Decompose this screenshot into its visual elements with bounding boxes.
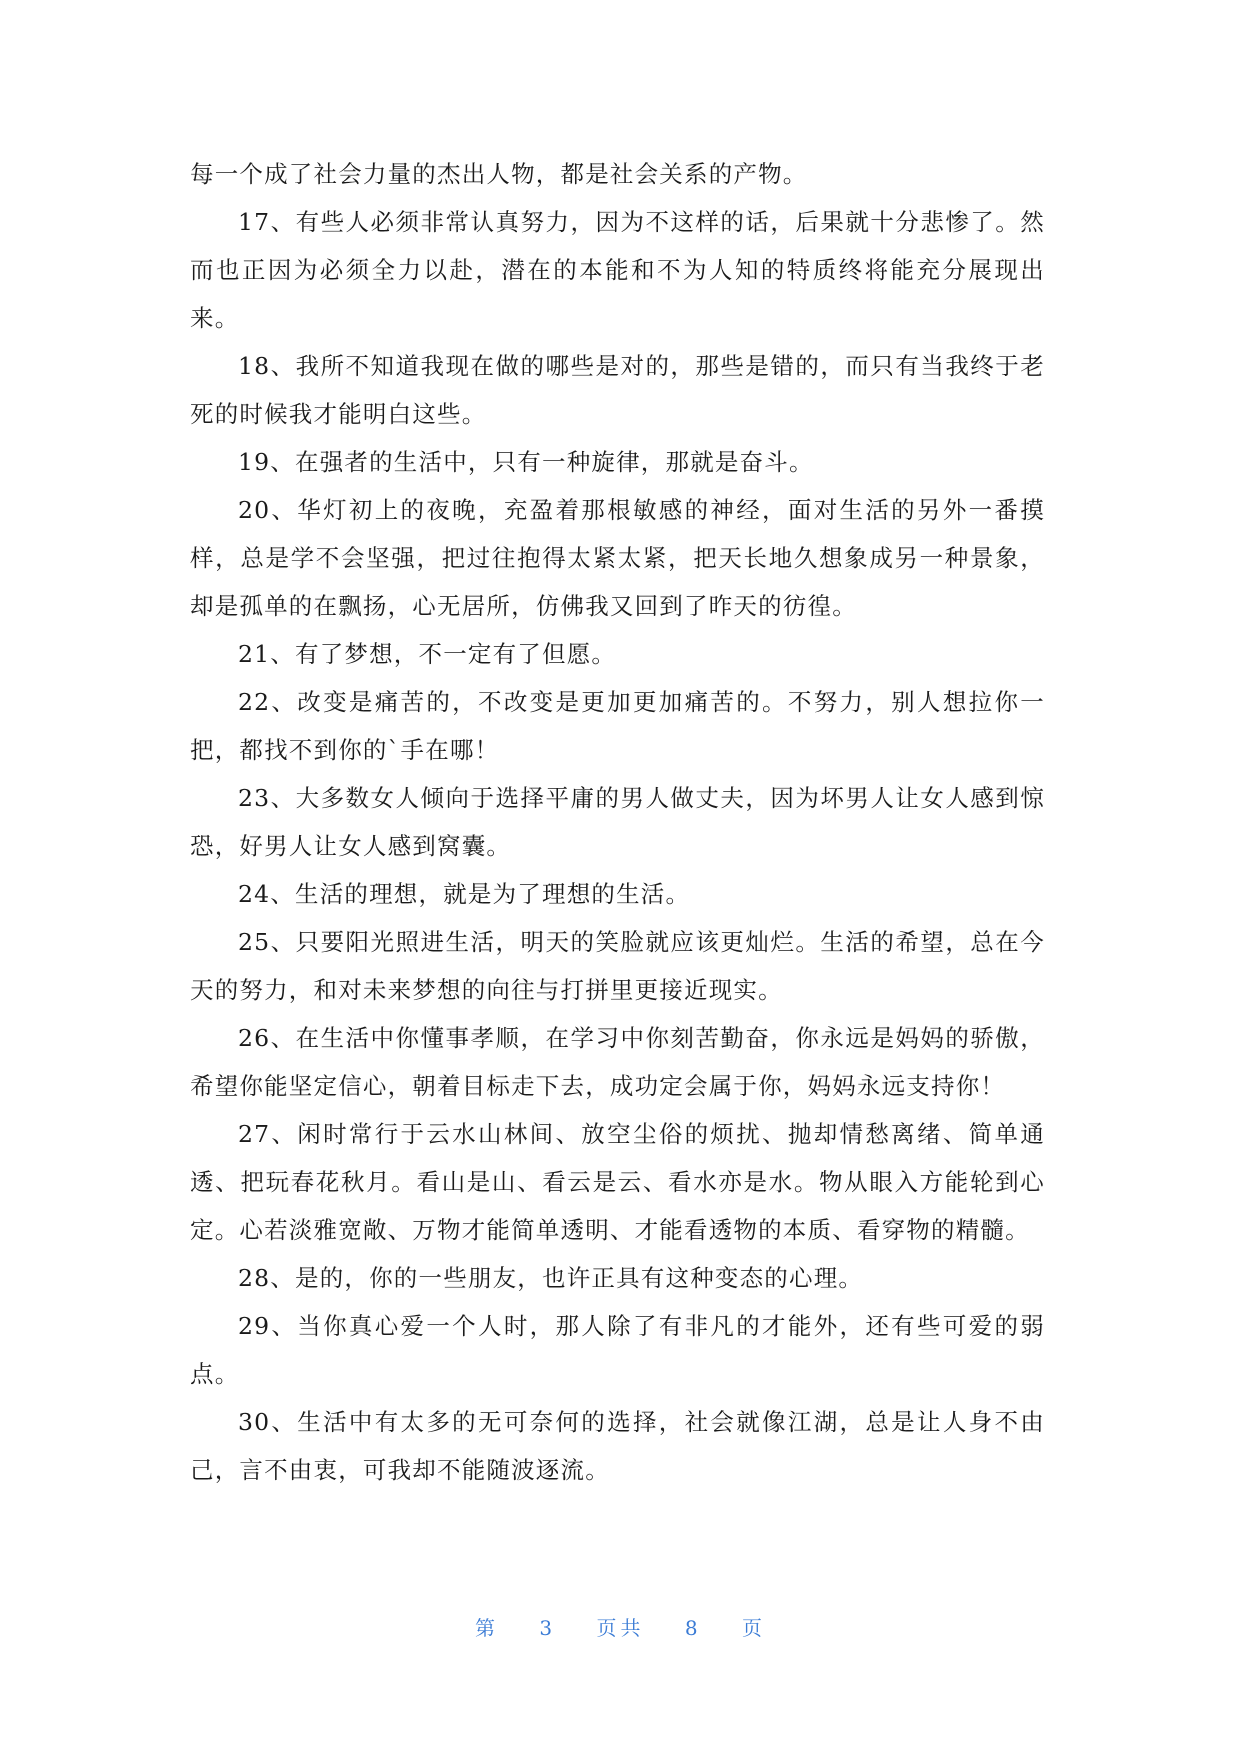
paragraph-23: 23、大多数女人倾向于选择平庸的男人做丈夫，因为坏男人让女人感到惊恐，好男人让女人感到窝囊。 <box>190 784 1045 860</box>
paragraph-24: 24、生活的理想，就是为了理想的生活。 <box>238 880 691 908</box>
footer-prefix: 第 <box>475 1616 500 1640</box>
paragraph-20: 20、华灯初上的夜晚，充盈着那根敏感的神经，面对生活的另外一番摸样，总是学不会坚强，把过往抱得太紧太紧，把天长地久想象成另一种景象，却是孤单的在飘扬，心无居所，仿佛我又回到了昨天的彷徨。 <box>190 496 1045 620</box>
paragraph-27: 27、闲时常行于云水山林间、放空尘俗的烦扰、抛却情愁离绪、简单通透、把玩春花秋月。看山是山、看云是云、看水亦是水。物从眼入方能轮到心定。心若淡雅宽敞、万物才能简单透明、才能看透物的本质、看穿物的精髓。 <box>190 1120 1045 1244</box>
paragraph-18: 18、我所不知道我现在做的哪些是对的，那些是错的，而只有当我终于老死的时候我才能明白这些。 <box>190 352 1045 428</box>
paragraph-29: 29、当你真心爱一个人时，那人除了有非凡的才能外，还有些可爱的弱点。 <box>190 1312 1045 1388</box>
footer-total-pages: 8 <box>684 1616 702 1640</box>
page-content <box>190 150 1045 1494</box>
footer-middle: 页共 <box>596 1616 645 1640</box>
paragraph-26: 26、在生活中你懂事孝顺，在学习中你刻苦勤奋，你永远是妈妈的骄傲，希望你能坚定信心，朝着目标走下去，成功定会属于你，妈妈永远支持你！ <box>190 1024 1045 1100</box>
paragraph-25: 25、只要阳光照进生活，明天的笑脸就应该更灿烂。生活的希望，总在今天的努力，和对未来梦想的向往与打拼里更接近现实。 <box>190 928 1045 1004</box>
paragraph-21: 21、有了梦想，不一定有了但愿。 <box>238 640 617 668</box>
paragraph-22: 22、改变是痛苦的，不改变是更加更加痛苦的。不努力，别人想拉你一把，都找不到你的`手在哪！ <box>190 688 1045 764</box>
footer-suffix: 页 <box>741 1616 766 1640</box>
paragraph-continuation: 每一个成了社会力量的杰出人物，都是社会关系的产物。 <box>190 160 808 188</box>
paragraph-17: 17、有些人必须非常认真努力，因为不这样的话，后果就十分悲惨了。然而也正因为必须全力以赴，潜在的本能和不为人知的特质终将能充分展现出来。 <box>190 208 1045 332</box>
paragraph-28: 28、是的，你的一些朋友，也许正具有这种变态的心理。 <box>238 1264 864 1292</box>
footer-current-page: 3 <box>539 1616 557 1640</box>
page-footer <box>0 1612 1241 1641</box>
paragraph-30: 30、生活中有太多的无可奈何的选择，社会就像江湖，总是让人身不由己，言不由衷，可我却不能随波逐流。 <box>190 1408 1045 1484</box>
paragraph-19: 19、在强者的生活中，只有一种旋律，那就是奋斗。 <box>238 448 814 476</box>
